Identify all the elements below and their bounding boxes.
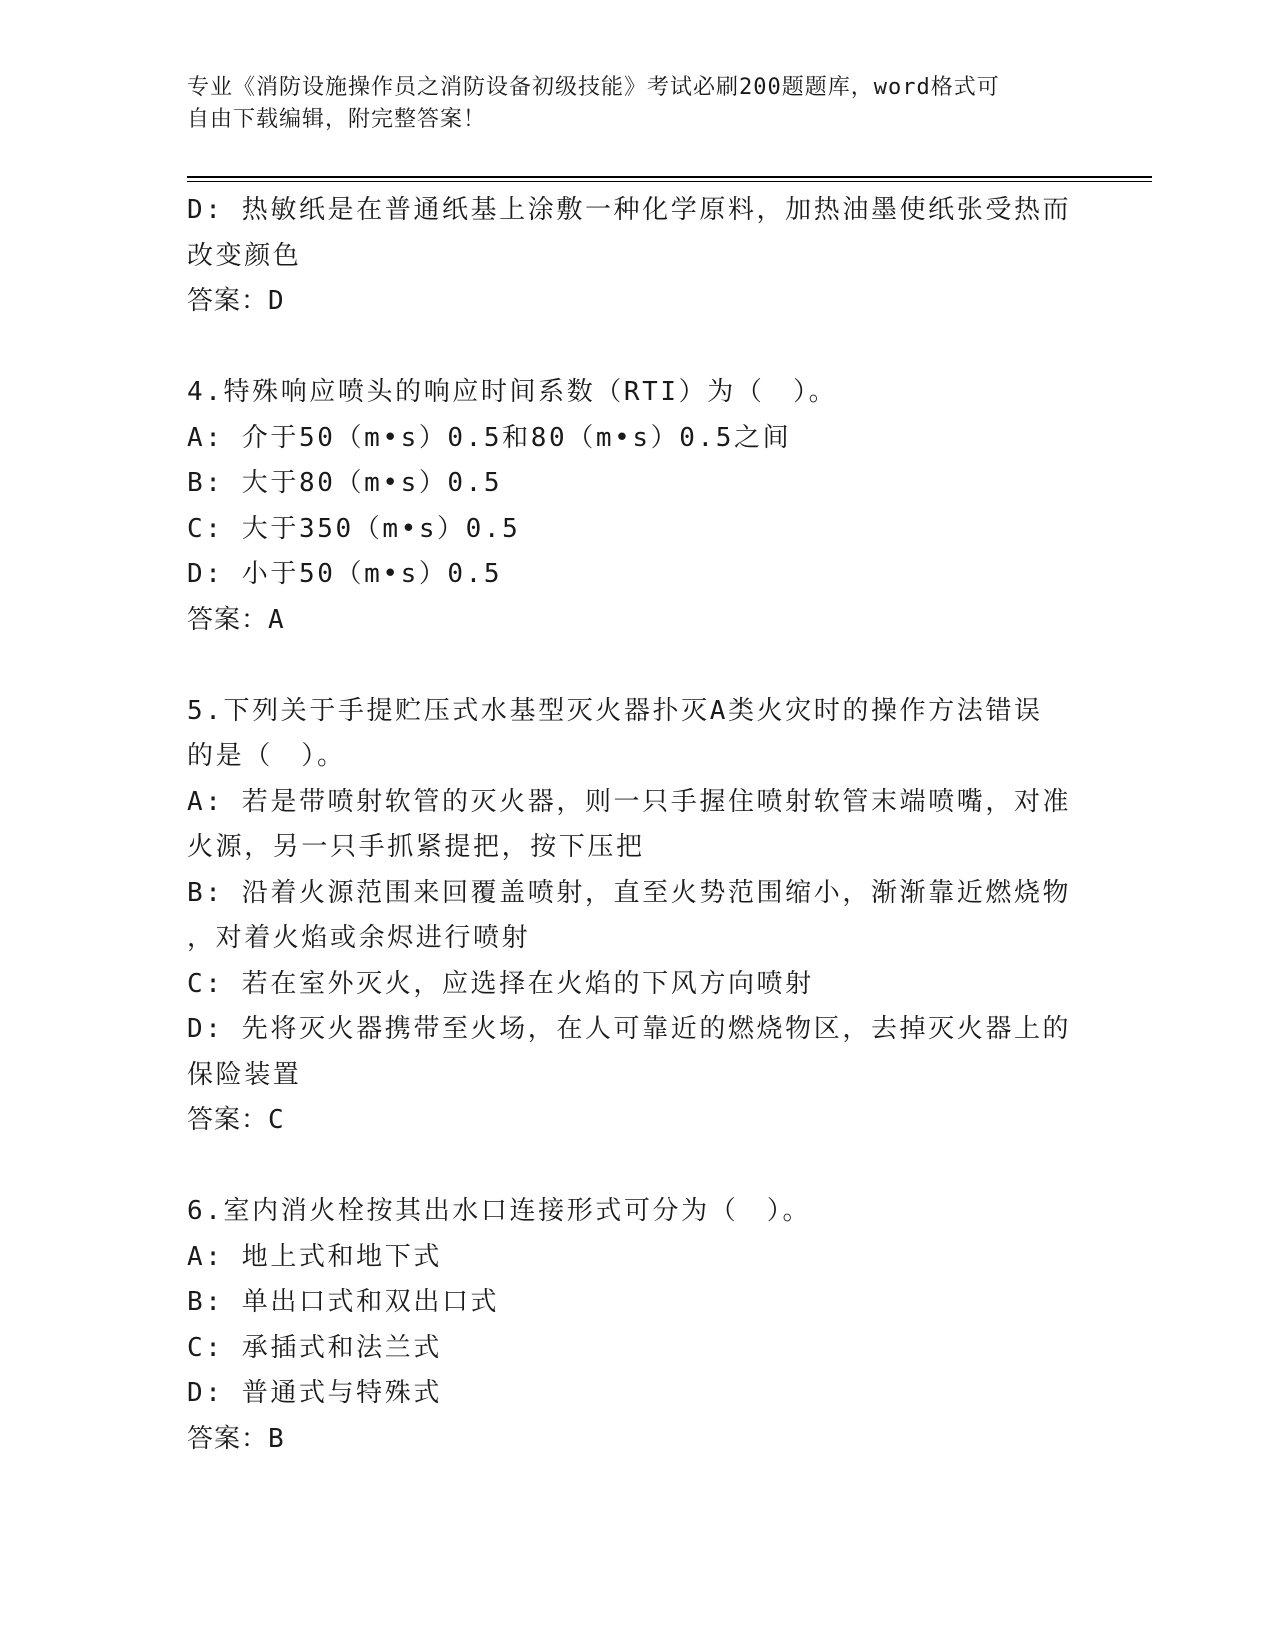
question-spacer [187, 643, 1087, 689]
option-d-line: D: 小于50（m•s）0.5 [187, 559, 503, 589]
option-d-line: 保险装置 [187, 1059, 302, 1090]
question-stem-line: 的是（ ）。 [187, 741, 346, 771]
header-divider-thin [187, 181, 1152, 182]
option-b-line: B: 单出口式和双出口式 [187, 1287, 500, 1317]
option-b-line: B: 大于80（m•s）0.5 [187, 468, 503, 498]
option-d-line: D: 热敏纸是在普通纸基上涂敷一种化学原料，加热油墨使纸张受热而 [187, 195, 1072, 225]
option-d-line: D: 先将灭火器携带至火场，在人可靠近的燃烧物区，去掉灭火器上的 [187, 1014, 1072, 1044]
question-4 [187, 370, 1087, 643]
option-a-line: A: 地上式和地下式 [187, 1241, 442, 1272]
option-d-line: D: 普通式与特殊式 [187, 1378, 442, 1408]
option-c-line: C: 若在室外灭火，应选择在火焰的下风方向喷射 [187, 968, 814, 999]
question-stem-line: 4.特殊响应喷头的响应时间系数（RTI）为（ ）。 [187, 377, 838, 407]
question-content [187, 188, 1087, 1462]
answer-line: 答案：B [187, 1423, 285, 1454]
document-header [187, 72, 1077, 136]
option-c-line: C: 大于350（m•s）0.5 [187, 513, 521, 544]
option-b-line: ，对着火焰或余烬进行喷射 [187, 923, 531, 953]
option-a-line: A: 介于50（m•s）0.5和80（m•s）0.5之间 [187, 422, 792, 453]
answer-line: 答案：A [187, 604, 285, 635]
header-divider-thick [187, 176, 1152, 178]
question-stem-line: 5.下列关于手提贮压式水基型灭火器扑灭A类火灾时的操作方法错误 [187, 695, 1043, 726]
question-spacer [187, 325, 1087, 371]
option-c-line: C: 承插式和法兰式 [187, 1332, 442, 1363]
header-title-line-1: 专业《消防设施操作员之消防设备初级技能》考试必刷200题题库，word格式可 [187, 75, 1000, 100]
question-5 [187, 689, 1087, 1144]
answer-line: 答案：C [187, 1105, 285, 1135]
header-title-line-2: 自由下载编辑，附完整答案！ [187, 107, 487, 132]
option-a-line: 火源，另一只手抓紧提把，按下压把 [187, 832, 645, 862]
question-6 [187, 1189, 1087, 1462]
question-spacer [187, 1144, 1087, 1190]
previous-question-tail [187, 188, 1087, 325]
option-b-line: B: 沿着火源范围来回覆盖喷射，直至火势范围缩小，渐渐靠近燃烧物 [187, 877, 1072, 908]
question-stem-line: 6.室内消火栓按其出水口连接形式可分为（ ）。 [187, 1196, 812, 1226]
answer-line: 答案：D [187, 286, 285, 316]
option-d-line: 改变颜色 [187, 240, 302, 271]
option-a-line: A: 若是带喷射软管的灭火器，则一只手握住喷射软管末端喷嘴，对准 [187, 786, 1072, 817]
